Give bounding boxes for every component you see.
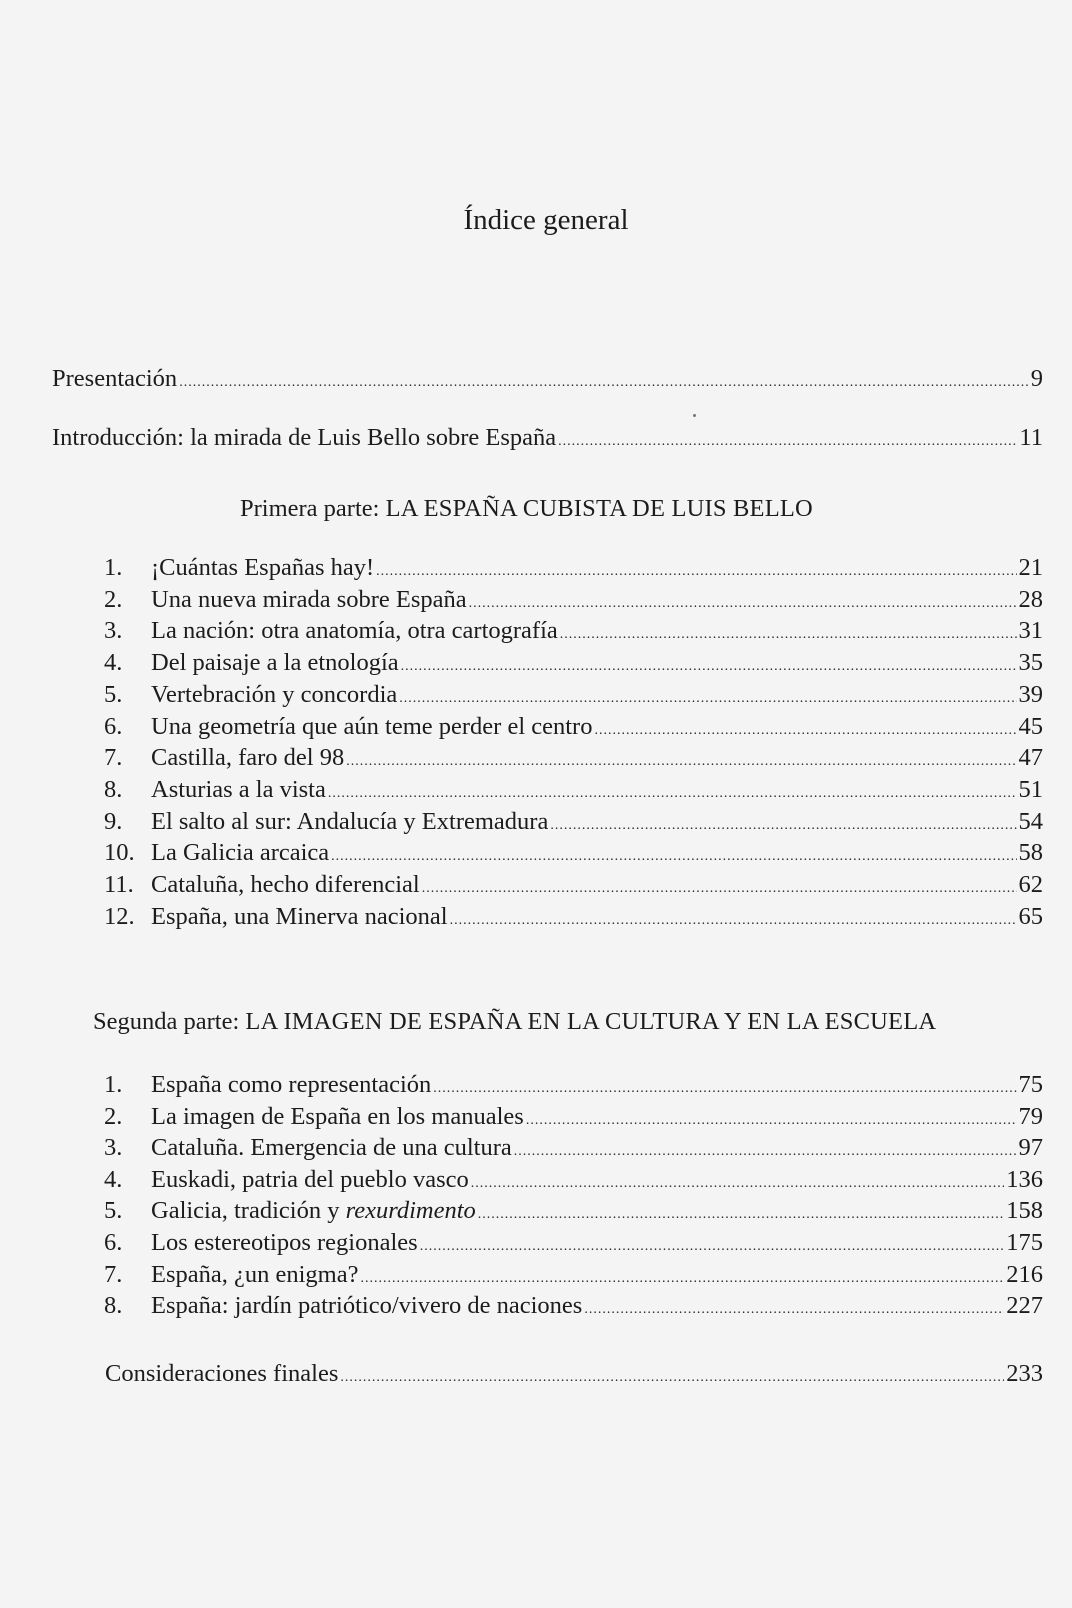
- part-two-title: LA IMAGEN DE ESPAÑA EN LA CULTURA Y EN LA ESCUELA: [245, 1008, 937, 1035]
- toc-chapter-entry: [104, 1070, 1043, 1100]
- toc-chapter-entry: [104, 1228, 1043, 1258]
- chapter-title-text: España: jardín patriótico/vivero de naciones: [151, 1292, 583, 1320]
- chapter-title: [151, 838, 329, 868]
- toc-chapter-entry: [104, 870, 1043, 900]
- chapter-title-text: Una nueva mirada sobre España: [151, 585, 467, 613]
- chapter-title-text: España como representación: [151, 1071, 432, 1098]
- dot-leader: [401, 660, 1017, 674]
- toc-chapter-entry: [104, 712, 1043, 742]
- chapter-page-number: 75: [1018, 1071, 1043, 1098]
- chapter-page-number: 45: [1018, 712, 1043, 740]
- dot-leader: [399, 692, 1016, 706]
- chapter-title: [151, 1228, 418, 1258]
- chapter-title: [151, 616, 558, 646]
- chapter-page-number: 58: [1018, 839, 1043, 867]
- chapter-page-number: 39: [1018, 680, 1043, 708]
- chapter-title-text: Cataluña, hecho diferencial: [151, 871, 420, 898]
- chapter-page-number: 47: [1018, 744, 1043, 772]
- chapter-page-number: 28: [1018, 585, 1043, 613]
- dot-leader: [550, 819, 1016, 833]
- toc-chapter-entry: [104, 1196, 1043, 1226]
- chapter-title-text: Del paisaje a la etnología: [151, 649, 399, 677]
- dot-leader: [360, 1272, 1004, 1286]
- chapter-number: 2.: [104, 1102, 123, 1130]
- toc-chapter-entry: [104, 775, 1043, 805]
- chapter-title-text: Vertebración y concordia: [151, 680, 398, 708]
- chapter-page-number: 97: [1018, 1134, 1043, 1162]
- scan-speck: [693, 414, 696, 417]
- toc-chapter-entry: [104, 1291, 1043, 1321]
- chapter-title-text: La Galicia arcaica: [151, 839, 330, 867]
- page-title: Índice general: [463, 204, 629, 236]
- chapter-page-number: 51: [1018, 775, 1043, 803]
- dot-leader: [526, 1114, 1017, 1128]
- chapter-title: [151, 1291, 582, 1321]
- toc-entry-introduccion: [52, 423, 1043, 453]
- chapter-title-italic: rexurdimento: [345, 1197, 476, 1225]
- dot-leader: [471, 1177, 1005, 1191]
- chapter-title: [151, 553, 374, 583]
- chapter-number: 8.: [104, 775, 123, 803]
- chapter-page-number: 31: [1018, 617, 1043, 645]
- chapter-title-text: La imagen de España en los manuales: [151, 1102, 524, 1130]
- chapter-title: [151, 743, 344, 773]
- toc-chapter-entry: [104, 1102, 1043, 1132]
- chapter-page-number: 21: [1018, 554, 1043, 581]
- toc-chapter-entry: [104, 680, 1043, 710]
- toc-entry-title: Consideraciones finales: [105, 1360, 339, 1387]
- toc-chapter-entry: [104, 1260, 1043, 1290]
- chapter-title-text: Los estereotipos regionales: [151, 1229, 418, 1256]
- chapter-title: [151, 712, 592, 742]
- toc-chapter-entry: [104, 902, 1043, 932]
- toc-chapter-entry: [104, 838, 1043, 868]
- dot-leader: [560, 628, 1017, 642]
- dot-leader: [179, 376, 1029, 390]
- chapter-title: [151, 585, 467, 615]
- chapter-number: 8.: [104, 1292, 123, 1320]
- chapter-title: [151, 1165, 469, 1195]
- chapter-title: [151, 1133, 512, 1163]
- chapter-number: 1.: [104, 554, 123, 581]
- chapter-title: [151, 775, 326, 805]
- dot-leader: [450, 914, 1017, 928]
- chapter-number: 12.: [104, 902, 135, 930]
- chapter-page-number: 79: [1018, 1102, 1043, 1130]
- toc-chapter-entry: [104, 1133, 1043, 1163]
- chapter-title-text: El salto al sur: Andalucía y Extremadura: [151, 807, 549, 835]
- toc-chapter-entry: [104, 616, 1043, 646]
- chapter-page-number: 227: [1006, 1292, 1043, 1320]
- chapter-number: 5.: [104, 1197, 123, 1225]
- chapter-title-text: Cataluña. Emergencia de una cultura: [151, 1134, 512, 1162]
- dot-leader: [376, 565, 1016, 579]
- chapter-page-number: 136: [1006, 1165, 1043, 1193]
- dot-leader: [420, 1240, 1005, 1254]
- dot-leader: [558, 435, 1017, 449]
- dot-leader: [328, 787, 1017, 801]
- chapter-title-text: España, una Minerva nacional: [151, 902, 448, 930]
- chapter-title-text: ¡Cuántas Españas hay!: [151, 554, 375, 581]
- dot-leader: [422, 882, 1017, 896]
- toc-chapter-entry: [104, 553, 1043, 583]
- chapter-number: 2.: [104, 585, 123, 613]
- chapter-title: [151, 1070, 431, 1100]
- toc-entry-consideraciones: [105, 1359, 1043, 1389]
- chapter-title-text: Asturias a la vista: [151, 775, 326, 803]
- toc-chapter-entry: [104, 743, 1043, 773]
- toc-entry-page: 9: [1030, 365, 1043, 392]
- toc-chapter-entry: [104, 1165, 1043, 1195]
- chapter-page-number: 54: [1018, 807, 1043, 835]
- chapter-number: 9.: [104, 807, 123, 835]
- toc-entry-presentacion: [52, 364, 1043, 394]
- dot-leader: [514, 1145, 1017, 1159]
- chapter-page-number: 62: [1018, 871, 1043, 898]
- toc-chapter-entry: [104, 648, 1043, 678]
- chapter-title: [151, 648, 399, 678]
- dot-leader: [478, 1208, 1004, 1222]
- toc-entry-page: 11: [1019, 424, 1043, 451]
- chapter-title: [151, 1102, 524, 1132]
- chapter-title: [151, 902, 448, 932]
- chapter-title-text: La nación: otra anatomía, otra cartografía: [151, 617, 558, 645]
- toc-chapter-entry: [104, 585, 1043, 615]
- chapter-number: 4.: [104, 1165, 123, 1193]
- chapter-title: [151, 1260, 358, 1290]
- chapter-page-number: 175: [1006, 1229, 1043, 1256]
- dot-leader: [340, 1371, 1004, 1385]
- toc-entry-title: Introducción: la mirada de Luis Bello sobre España: [52, 424, 557, 451]
- chapter-title-text: Euskadi, patria del pueblo vasco: [151, 1165, 469, 1193]
- chapter-title-text: Castilla, faro del 98: [151, 744, 345, 772]
- chapter-number: 6.: [104, 1229, 123, 1256]
- chapter-title-text: Galicia, tradición y: [151, 1197, 346, 1225]
- chapter-number: 7.: [104, 744, 123, 772]
- chapter-number: 7.: [104, 1260, 123, 1288]
- dot-leader: [433, 1082, 1016, 1096]
- chapter-number: 1.: [104, 1071, 123, 1098]
- chapter-number: 3.: [104, 1134, 123, 1162]
- chapter-number: 11.: [104, 871, 134, 898]
- toc-entry-title: Presentación: [52, 365, 178, 392]
- part-one-heading: [240, 495, 813, 523]
- chapter-title-text: España, ¿un enigma?: [151, 1260, 359, 1288]
- dot-leader: [469, 597, 1017, 611]
- chapter-page-number: 35: [1018, 649, 1043, 677]
- chapter-title: [151, 870, 420, 900]
- chapter-number: 4.: [104, 649, 123, 677]
- part-two-heading: [93, 1008, 936, 1036]
- toc-entry-page: 233: [1006, 1360, 1043, 1387]
- dot-leader: [346, 755, 1016, 769]
- toc-chapter-entry: [104, 807, 1043, 837]
- chapter-title: [151, 1196, 476, 1226]
- dot-leader: [584, 1303, 1004, 1317]
- chapter-number: 3.: [104, 617, 123, 645]
- chapter-page-number: 158: [1006, 1197, 1043, 1225]
- chapter-title: [151, 807, 548, 837]
- part-one-title: LA ESPAÑA CUBISTA DE LUIS BELLO: [385, 495, 813, 522]
- chapter-page-number: 65: [1018, 902, 1043, 930]
- chapter-number: 10.: [104, 839, 135, 867]
- chapter-number: 5.: [104, 680, 123, 708]
- dot-leader: [594, 724, 1016, 738]
- chapter-title-text: Una geometría que aún teme perder el centro: [151, 712, 593, 740]
- chapter-number: 6.: [104, 712, 123, 740]
- part-one-label: Primera parte:: [240, 495, 386, 522]
- part-two-label: Segunda parte:: [93, 1008, 246, 1035]
- chapter-page-number: 216: [1006, 1260, 1043, 1288]
- chapter-title: [151, 680, 397, 710]
- dot-leader: [331, 850, 1016, 864]
